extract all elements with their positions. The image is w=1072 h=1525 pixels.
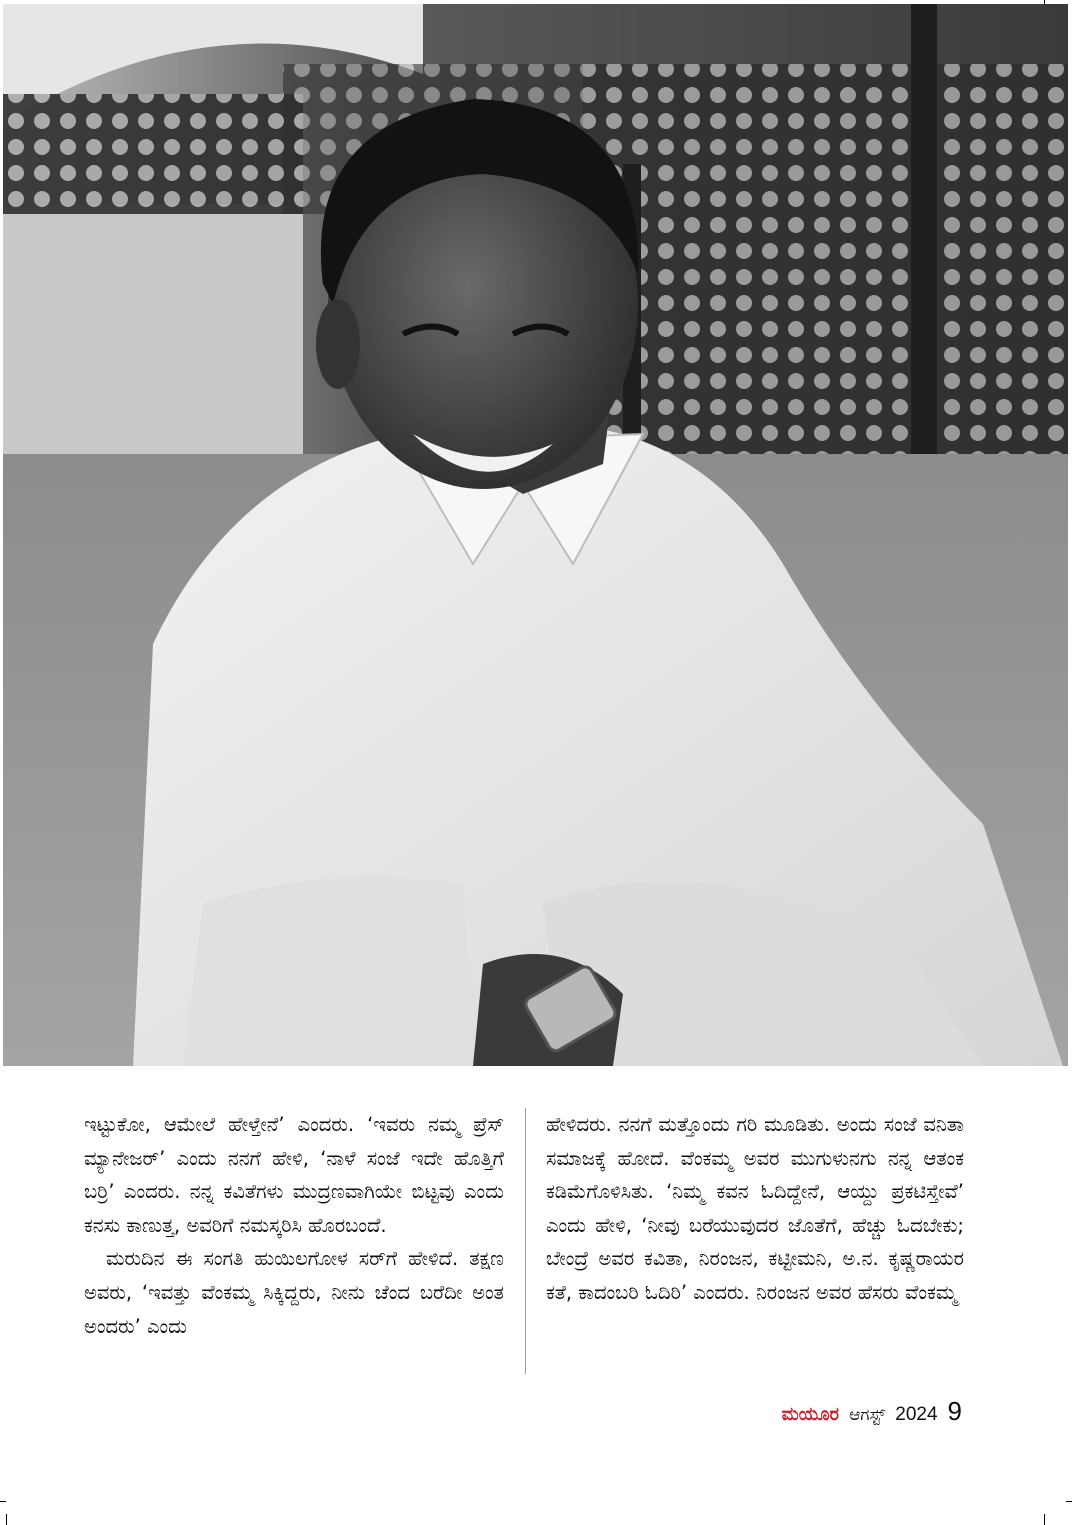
portrait-photo [3, 4, 1068, 1066]
magazine-brand: ಮಯೂರ [781, 1404, 840, 1425]
article-paragraph: ಹೇಳಿದರು. ನನಗೆ ಮತ್ತೊಂದು ಗರಿ ಮೂಡಿತು. ಅಂದು ಸಂಜೆ ವನಿತಾ ಸಮಾಜಕ್ಕೆ ಹೋದೆ. ವೆಂಕಮ್ಮ ಅವರ ಮುಗುಳುನಗು ನನ್ನ ಆತಂಕ ಕಡಿಮೆಗೊಳಿಸಿತು. ‘ನಿಮ್ಮ ಕವನ ಓದಿದ್ದೇನೆ, ಆಯ್ದು ಪ್ರಕಟಿಸ್ತೇವೆ’ ಎಂದು ಹೇಳಿ, ‘ನೀವು ಬರೆಯುವುದರ ಜೊತೆಗೆ, ಹೆಚ್ಚು ಓದಬೇಕು; ಬೇಂದ್ರೆ ಅವರ ಕವಿತಾ, ನಿರಂಜನ, ಕಟ್ಟೀಮನಿ, ಅ.ನ. ಕೃಷ್ಣರಾಯರ ಕತೆ, ಕಾದಂಬರಿ ಓದಿರಿ’ ಎಂದರು. ನಿರಂಜನ ಅವರ ಹೆಸರು ವೆಂಕಮ್ಮ [546, 1113, 964, 1304]
crop-mark-bottom-left [6, 1514, 7, 1525]
page-footer [700, 1396, 962, 1424]
column-divider [525, 1108, 526, 1374]
article-paragraph: ಮರುದಿನ ಈ ಸಂಗತಿ ಹುಯಿಲಗೋಳ ಸರ್‌ಗೆ ಹೇಳಿದೆ. ತಕ್ಷಣ ಅವರು, ‘ಇವತ್ತು ವೆಂಕಮ್ಮ ಸಿಕ್ಕಿದ್ದರು, ನೀನು ಚೆಂದ ಬರೆದೀ ಅಂತ ಅಂದರು’ ಎಂದು [84, 1247, 504, 1338]
issue-year: 2024 [895, 1404, 938, 1425]
article-paragraph: ಇಟ್ಟುಕೋ, ಆಮೇಲೆ ಹೇಳ್ತೇನೆ’ ಎಂದರು. ‘ಇವರು ನಮ್ಮ ಪ್ರೆಸ್ ಮ್ಯಾನೇಜರ್’ ಎಂದು ನನಗೆ ಹೇಳಿ, ‘ನಾಳೆ ಸಂಜೆ ಇದೇ ಹೊತ್ತಿಗೆ ಬರ್ರಿ’ ಎಂದರು. ನನ್ನ ಕವಿತೆಗಳು ಮುದ್ರಣವಾಗಿಯೇ ಬಿಟ್ಟವು ಎಂದು ಕನಸು ಕಾಣುತ್ತ, ಅವರಿಗೆ ನಮಸ್ಕರಿಸಿ ಹೊರಬಂದೆ. [84, 1113, 504, 1237]
article-column-right [546, 1108, 964, 1310]
article-column-left [84, 1108, 504, 1343]
crop-mark-bottom-left-tick [0, 1501, 6, 1502]
crop-mark-bottom-right [1044, 1514, 1045, 1525]
issue-month: ಆಗಸ್ಟ್ [849, 1405, 886, 1425]
crop-mark-bottom-right-tick [1066, 1501, 1072, 1502]
portrait-photo-illustration [3, 4, 1068, 1066]
page-number: 9 [947, 1396, 962, 1426]
